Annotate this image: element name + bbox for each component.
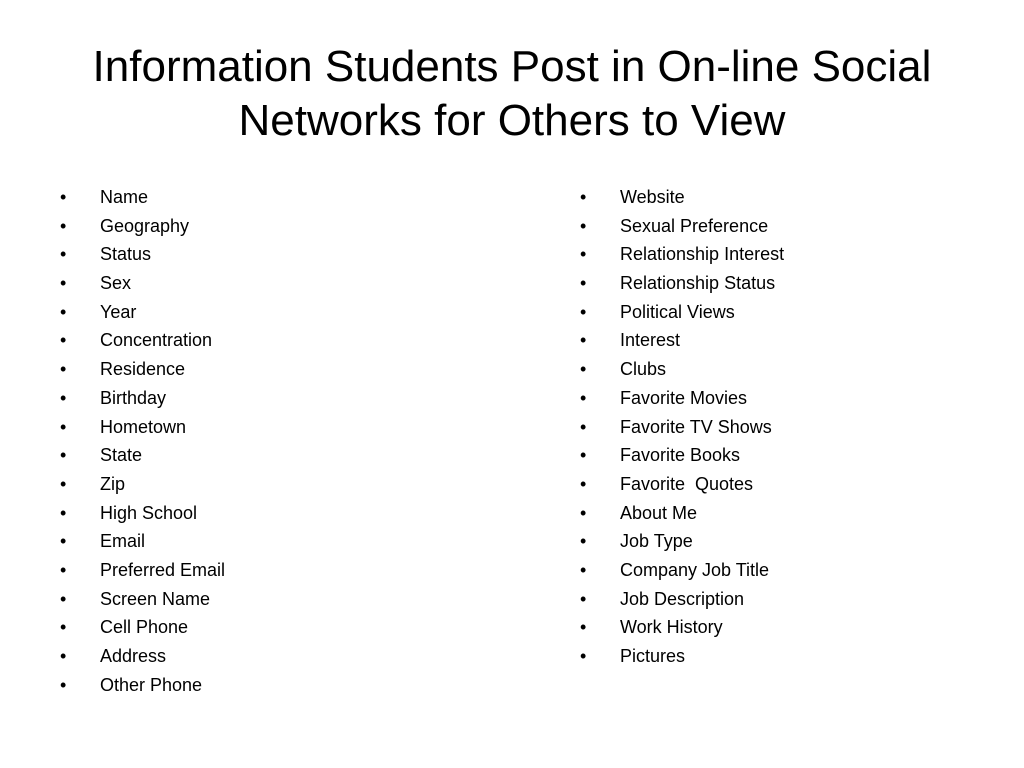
bullet-icon: •	[60, 531, 67, 552]
list-item-text: Interest	[620, 330, 681, 351]
bullet-icon: •	[60, 187, 67, 207]
bullet-icon: •	[60, 502, 67, 523]
list-item-text: State	[100, 445, 143, 466]
bullet-icon: •	[60, 473, 67, 494]
bullet-icon: •	[60, 416, 67, 437]
bullet-icon: •	[60, 301, 67, 322]
slide-title-line-2: Networks for Others to View	[238, 96, 786, 145]
list-item	[60, 183, 520, 212]
bullet-icon: •	[580, 387, 587, 408]
bullet-icon: •	[580, 215, 587, 236]
list-item-text: Email	[100, 531, 146, 552]
list-item	[580, 470, 1000, 499]
list-item	[580, 527, 1000, 556]
list-item	[580, 585, 1000, 614]
list-item	[580, 212, 1000, 241]
bullet-icon: •	[60, 588, 67, 609]
list-item	[580, 298, 1000, 327]
bullet-icon: •	[60, 559, 67, 580]
list-item	[60, 355, 520, 384]
left-bullet-list	[60, 183, 520, 699]
list-item	[580, 384, 1000, 413]
list-item-text: Relationship Status	[620, 273, 776, 294]
list-item	[580, 441, 1000, 470]
bullet-icon: •	[60, 646, 67, 666]
list-item	[60, 240, 520, 269]
list-item	[580, 613, 1000, 642]
list-item-text: Name	[100, 187, 149, 207]
list-item	[580, 240, 1000, 269]
list-item-text: Job Description	[620, 588, 745, 609]
bullet-icon: •	[60, 674, 67, 695]
list-item	[60, 298, 520, 327]
bullet-icon: •	[580, 646, 587, 666]
list-item	[60, 470, 520, 499]
list-item-text: Favorite Quotes	[620, 473, 754, 494]
list-item-text: Geography	[100, 215, 190, 236]
bullet-icon: •	[60, 617, 67, 638]
bullet-icon: •	[60, 244, 67, 265]
bullet-icon: •	[60, 273, 67, 294]
bullet-icon: •	[580, 588, 587, 609]
list-item	[60, 499, 520, 528]
list-item	[60, 441, 520, 470]
bullet-icon: •	[580, 559, 587, 580]
list-item-text: Work History	[620, 617, 723, 638]
list-item-text: About Me	[620, 502, 698, 523]
list-item-text: Screen Name	[100, 588, 211, 609]
list-item-text: High School	[100, 502, 198, 523]
list-item-text: Sex	[100, 273, 132, 294]
bullet-icon: •	[60, 359, 67, 380]
list-item-text: Concentration	[100, 330, 213, 351]
bullet-icon: •	[580, 502, 587, 523]
list-item	[60, 556, 520, 585]
list-item-text: Address	[100, 646, 167, 666]
list-item-text: Other Phone	[100, 674, 203, 695]
bullet-icon: •	[60, 215, 67, 236]
list-item-text: Hometown	[100, 416, 187, 437]
list-item	[60, 642, 520, 671]
list-item	[580, 269, 1000, 298]
list-item-text: Company Job Title	[620, 559, 770, 580]
list-item-text: Preferred Email	[100, 559, 226, 580]
right-bullet-list	[580, 183, 1000, 671]
list-item	[580, 355, 1000, 384]
bullet-icon: •	[580, 273, 587, 294]
list-item-text: Favorite Movies	[620, 387, 748, 408]
list-item	[60, 671, 520, 700]
list-item-text: Political Views	[620, 301, 735, 322]
list-item	[60, 527, 520, 556]
list-item	[60, 326, 520, 355]
list-item-text: Clubs	[620, 359, 667, 380]
bullet-icon: •	[580, 617, 587, 638]
list-item-text: Zip	[100, 473, 126, 494]
list-item	[60, 585, 520, 614]
bullet-icon: •	[580, 531, 587, 552]
list-item-text: Year	[100, 301, 137, 322]
list-item	[580, 556, 1000, 585]
list-item	[580, 413, 1000, 442]
list-item-text: Relationship Interest	[620, 244, 785, 265]
list-item-text: Favorite TV Shows	[620, 416, 772, 437]
list-item	[60, 269, 520, 298]
list-item-text: Status	[100, 244, 152, 265]
bullet-icon: •	[580, 445, 587, 466]
list-item-text: Pictures	[620, 646, 686, 666]
list-item-text: Favorite Books	[620, 445, 741, 466]
bullet-icon: •	[60, 445, 67, 466]
bullet-icon: •	[580, 416, 587, 437]
list-item	[60, 413, 520, 442]
list-item	[580, 183, 1000, 212]
list-item-text: Birthday	[100, 387, 167, 408]
list-item	[60, 212, 520, 241]
list-item	[580, 499, 1000, 528]
list-item-text: Cell Phone	[100, 617, 189, 638]
slide-title	[40, 40, 984, 148]
bullet-icon: •	[60, 330, 67, 351]
bullet-icon: •	[580, 473, 587, 494]
list-item	[580, 326, 1000, 355]
slide-title-line-1: Information Students Post in On-line Social	[92, 42, 932, 91]
bullet-icon: •	[580, 301, 587, 322]
bullet-icon: •	[580, 187, 587, 207]
bullet-icon: •	[580, 330, 587, 351]
list-item-text: Job Type	[620, 531, 693, 552]
bullet-icon: •	[60, 387, 67, 408]
list-item-text: Website	[620, 187, 685, 207]
list-item	[60, 384, 520, 413]
list-item-text: Residence	[100, 359, 186, 380]
list-item	[60, 613, 520, 642]
bullet-icon: •	[580, 244, 587, 265]
list-item	[580, 642, 1000, 671]
list-item-text: Sexual Preference	[620, 215, 769, 236]
bullet-icon: •	[580, 359, 587, 380]
